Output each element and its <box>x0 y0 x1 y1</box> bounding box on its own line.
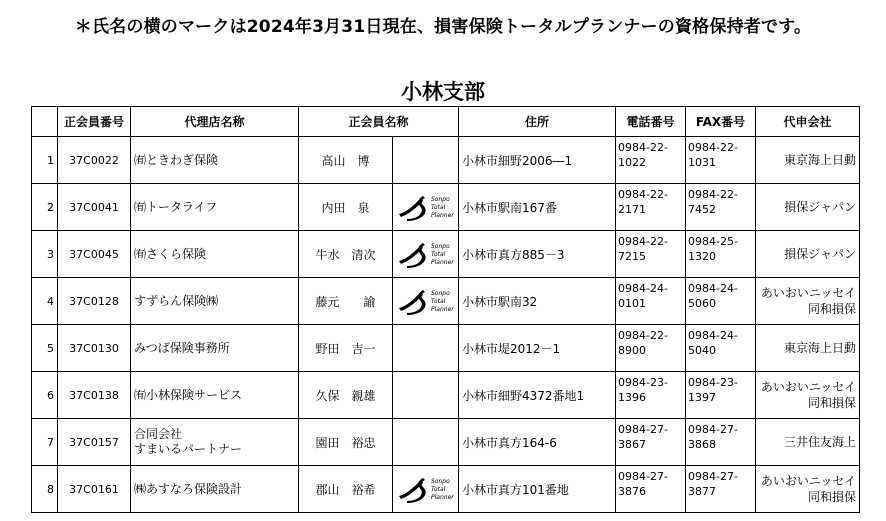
phone-line: 0984-23- <box>618 376 668 389</box>
agency-name-line: 合同会社 <box>134 427 183 441</box>
member-number: 37C0157 <box>58 419 131 466</box>
planner-mark-cell <box>393 372 459 419</box>
planner-mark-cell <box>393 325 459 372</box>
phone-number <box>616 231 686 278</box>
row-number: 4 <box>32 278 58 325</box>
insurer-line: 東京海上日動 <box>783 153 856 167</box>
phone-line: 7215 <box>618 250 646 263</box>
insurer-line: あいおいニッセイ <box>760 286 856 300</box>
planner-mark-cell <box>393 466 459 513</box>
agency-name-line: ㈲トータライフ <box>134 199 218 214</box>
member-number: 37C0130 <box>58 325 131 372</box>
table-row <box>32 184 860 231</box>
agency-name-line: すずらん保険㈱ <box>134 293 219 308</box>
planner-mark-cell <box>393 184 459 231</box>
agency-name <box>131 466 299 513</box>
agency-name-line: みつば保険事務所 <box>134 340 230 355</box>
phone-line: 0984-27- <box>618 470 668 483</box>
header-tel: 電話番号 <box>616 107 686 137</box>
row-number: 2 <box>32 184 58 231</box>
table-row <box>32 466 860 513</box>
member-name: 園田 裕忠 <box>299 419 393 466</box>
svg-text:Planner: Planner <box>430 212 454 219</box>
fax-line: 3868 <box>688 438 716 451</box>
header-address: 住所 <box>459 107 616 137</box>
insurer-line: 同和損保 <box>807 490 856 504</box>
svg-text:Sonpo: Sonpo <box>430 243 450 250</box>
svg-text:Planner: Planner <box>430 306 454 313</box>
phone-number <box>616 419 686 466</box>
sonpo-total-planner-logo <box>397 286 455 316</box>
row-number: 3 <box>32 231 58 278</box>
qualification-note: ＊氏名の横のマークは2024年3月31日現在、損害保険トータルプランナーの資格保持者です。 <box>74 17 812 37</box>
svg-text:Sonpo: Sonpo <box>430 290 450 297</box>
row-number: 1 <box>32 137 58 184</box>
insurer-line: 損保ジャパン <box>784 200 856 214</box>
member-number: 37C0045 <box>58 231 131 278</box>
svg-text:Total: Total <box>430 298 445 305</box>
phone-number <box>616 184 686 231</box>
agency-name <box>131 137 299 184</box>
row-number: 8 <box>32 466 58 513</box>
insurer-line: あいおいニッセイ <box>760 474 856 488</box>
phone-line: 1396 <box>618 391 646 404</box>
insurer-name <box>756 278 860 325</box>
fax-line: 5060 <box>688 297 716 310</box>
fax-line: 7452 <box>688 203 716 216</box>
member-table <box>31 106 860 513</box>
agency-name-line: ㈲ときわぎ保険 <box>134 152 219 167</box>
table-row <box>32 278 860 325</box>
fax-line: 0984-24- <box>688 282 738 295</box>
table-row <box>32 231 860 278</box>
sonpo-total-planner-logo <box>397 474 455 504</box>
phone-line: 2171 <box>618 203 646 216</box>
address: 小林市真方164-6 <box>459 419 616 466</box>
table-row <box>32 137 860 184</box>
svg-text:Total: Total <box>430 251 445 258</box>
header-member-name: 正会員名称 <box>299 107 459 137</box>
fax-number <box>686 466 756 513</box>
phone-number <box>616 278 686 325</box>
insurer-line: 同和損保 <box>807 302 856 316</box>
agency-name <box>131 325 299 372</box>
phone-line: 0984-22- <box>618 235 668 248</box>
fax-line: 0984-27- <box>688 423 738 436</box>
header-insurer: 代申会社 <box>756 107 860 137</box>
phone-line: 0984-24- <box>618 282 668 295</box>
insurer-name <box>756 231 860 278</box>
planner-mark-cell <box>393 278 459 325</box>
phone-number <box>616 137 686 184</box>
agency-name <box>131 372 299 419</box>
fax-line: 0984-22- <box>688 141 738 154</box>
phone-number <box>616 466 686 513</box>
header-no <box>32 107 58 137</box>
phone-line: 1022 <box>618 156 646 169</box>
member-name: 野田 吉一 <box>299 325 393 372</box>
insurer-name <box>756 184 860 231</box>
sonpo-total-planner-logo <box>397 192 455 222</box>
member-number: 37C0138 <box>58 372 131 419</box>
member-number: 37C0022 <box>58 137 131 184</box>
svg-text:Sonpo: Sonpo <box>430 196 450 203</box>
fax-line: 0984-22- <box>688 188 738 201</box>
member-name: 牛水 清次 <box>299 231 393 278</box>
agency-name <box>131 231 299 278</box>
insurer-name <box>756 372 860 419</box>
insurer-name <box>756 325 860 372</box>
phone-line: 3876 <box>618 485 646 498</box>
fax-line: 1320 <box>688 250 716 263</box>
header-fax: FAX番号 <box>686 107 756 137</box>
planner-mark-cell <box>393 231 459 278</box>
agency-name-line: ㈱あすなろ保険設計 <box>134 481 243 496</box>
sonpo-total-planner-logo <box>397 239 455 269</box>
branch-title: 小林支部 <box>401 80 485 104</box>
insurer-line: 同和損保 <box>807 396 856 410</box>
phone-line: 0984-27- <box>618 423 668 436</box>
fax-line: 0984-27- <box>688 470 738 483</box>
member-name: 久保 親雄 <box>299 372 393 419</box>
row-number: 6 <box>32 372 58 419</box>
agency-name <box>131 419 299 466</box>
address: 小林市駅南32 <box>459 278 616 325</box>
svg-text:Total: Total <box>430 204 445 211</box>
fax-line: 5040 <box>688 344 716 357</box>
phone-line: 0984-22- <box>618 188 668 201</box>
fax-number <box>686 184 756 231</box>
fax-line: 0984-24- <box>688 329 738 342</box>
insurer-line: 損保ジャパン <box>784 247 856 261</box>
fax-number <box>686 419 756 466</box>
agency-name <box>131 184 299 231</box>
row-number: 7 <box>32 419 58 466</box>
member-number: 37C0128 <box>58 278 131 325</box>
address: 小林市駅南167番 <box>459 184 616 231</box>
agency-name-line: ㈲さくら保険 <box>134 246 207 261</box>
insurer-line: あいおいニッセイ <box>760 380 856 394</box>
member-name: 藤元 諭 <box>299 278 393 325</box>
address: 小林市真方101番地 <box>459 466 616 513</box>
insurer-name <box>756 419 860 466</box>
table-row <box>32 325 860 372</box>
phone-line: 0984-22- <box>618 141 668 154</box>
member-name: 郡山 裕希 <box>299 466 393 513</box>
agency-name-line: すまいるパートナー <box>134 442 243 456</box>
member-number: 37C0041 <box>58 184 131 231</box>
row-number: 5 <box>32 325 58 372</box>
svg-text:Total: Total <box>430 486 445 493</box>
table-row <box>32 419 860 466</box>
member-name: 内田 泉 <box>299 184 393 231</box>
phone-number <box>616 372 686 419</box>
phone-line: 0984-22- <box>618 329 668 342</box>
fax-number <box>686 372 756 419</box>
address: 小林市細野4372番地1 <box>459 372 616 419</box>
fax-line: 1031 <box>688 156 716 169</box>
header-member-no: 正会員番号 <box>58 107 131 137</box>
fax-number <box>686 325 756 372</box>
address: 小林市堤2012－1 <box>459 325 616 372</box>
insurer-line: 東京海上日動 <box>783 341 856 355</box>
svg-text:Planner: Planner <box>430 259 454 266</box>
member-number: 37C0161 <box>58 466 131 513</box>
phone-number <box>616 325 686 372</box>
address: 小林市細野2006―1 <box>459 137 616 184</box>
svg-text:Planner: Planner <box>430 494 454 501</box>
header-agency: 代理店名称 <box>131 107 299 137</box>
agency-name <box>131 278 299 325</box>
fax-number <box>686 137 756 184</box>
phone-line: 8900 <box>618 344 646 357</box>
fax-line: 3877 <box>688 485 716 498</box>
table-header-row <box>32 107 860 137</box>
fax-line: 0984-23- <box>688 376 738 389</box>
fax-line: 0984-25- <box>688 235 738 248</box>
phone-line: 3867 <box>618 438 646 451</box>
member-name: 高山 博 <box>299 137 393 184</box>
fax-line: 1397 <box>688 391 716 404</box>
fax-number <box>686 231 756 278</box>
insurer-name <box>756 466 860 513</box>
agency-name-line: ㈲小林保険サービス <box>134 387 243 402</box>
planner-mark-cell <box>393 419 459 466</box>
planner-mark-cell <box>393 137 459 184</box>
fax-number <box>686 278 756 325</box>
address: 小林市真方885－3 <box>459 231 616 278</box>
insurer-name <box>756 137 860 184</box>
insurer-line: 三井住友海上 <box>783 435 856 449</box>
svg-text:Sonpo: Sonpo <box>430 478 450 485</box>
table-row <box>32 372 860 419</box>
phone-line: 0101 <box>618 297 646 310</box>
